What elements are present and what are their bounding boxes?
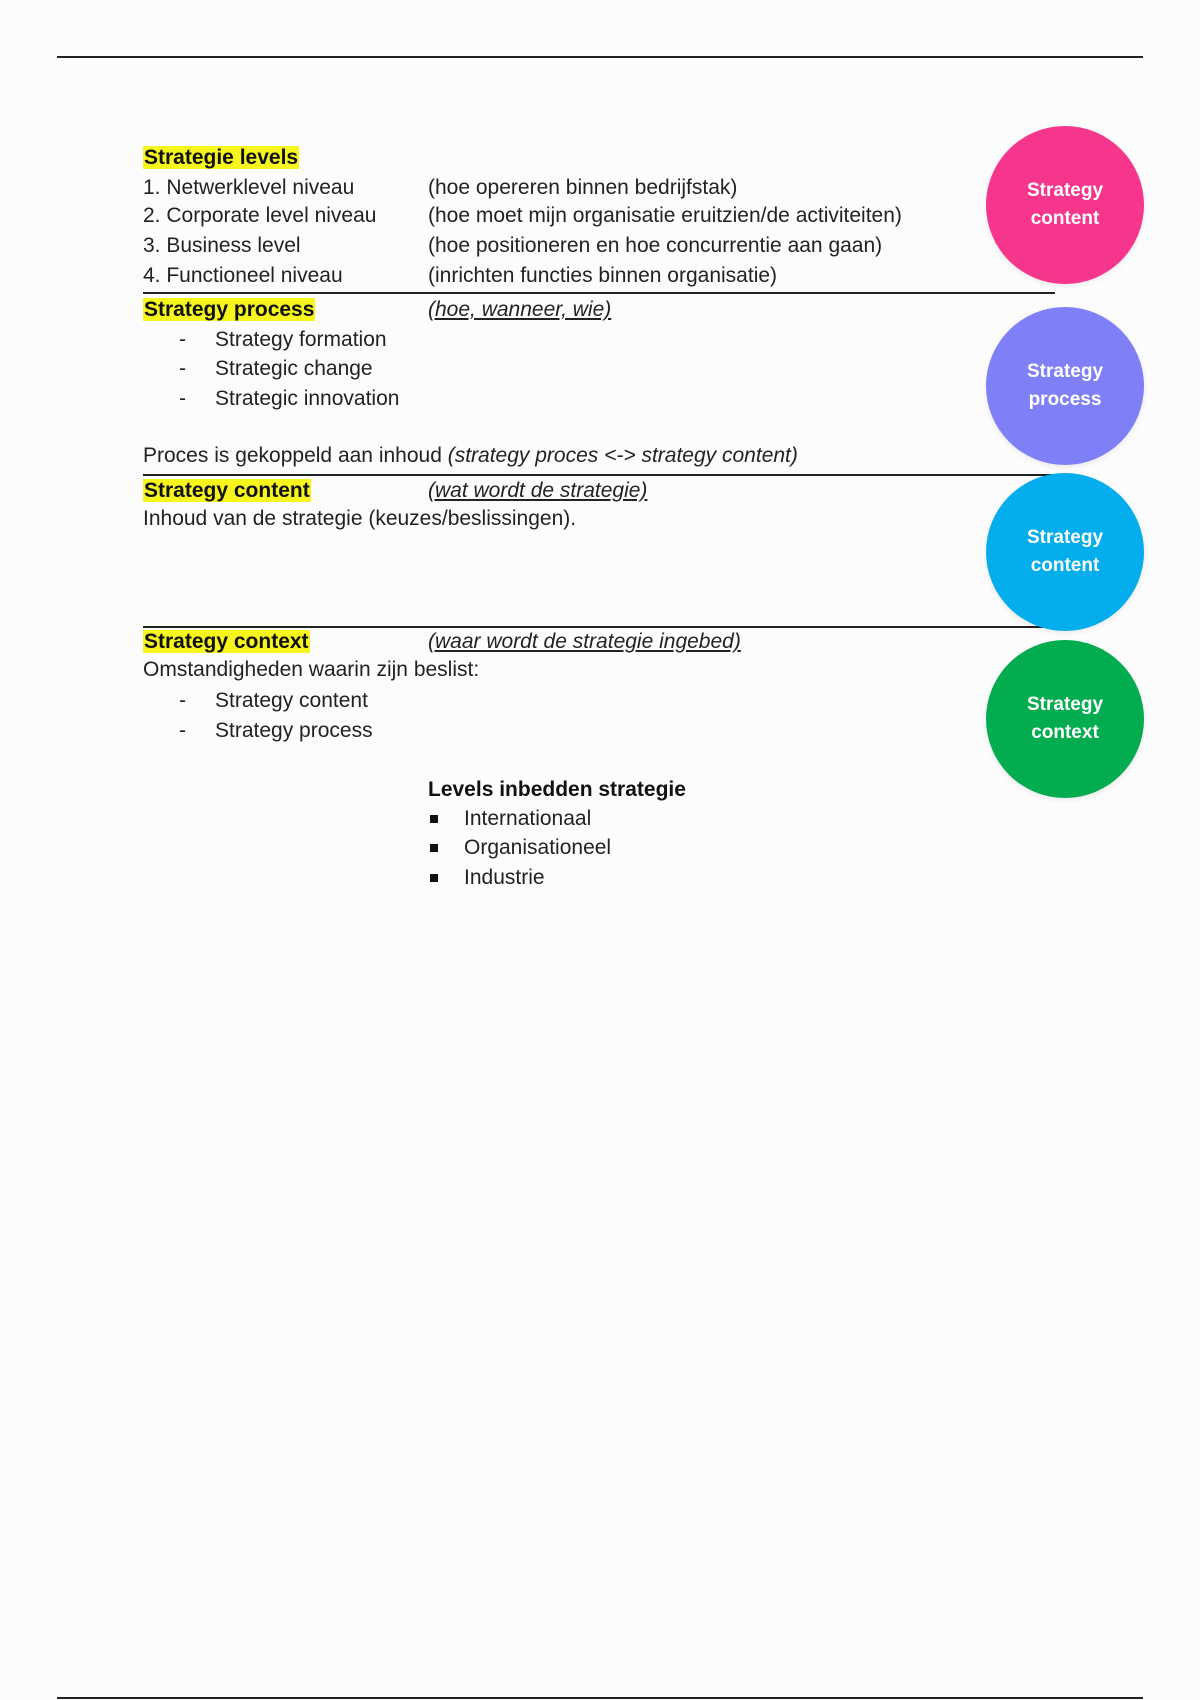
square-bullet-icon xyxy=(430,874,438,882)
circle-line2: content xyxy=(1030,555,1100,576)
circle-strategy-process xyxy=(986,307,1144,465)
process-link-text: Proces is gekoppeld aan inhoud xyxy=(143,444,448,467)
section-divider xyxy=(143,474,1055,476)
levels-item-4-desc: (inrichten functies binnen organisatie) xyxy=(428,264,778,287)
content-heading-text: Strategy content xyxy=(144,479,310,502)
levels-item-3-label: 3. Business level xyxy=(143,234,301,257)
square-bullet-icon xyxy=(430,815,438,823)
embed-item-organisationeel: Organisationeel xyxy=(464,836,612,859)
process-heading-text: Strategy process xyxy=(144,298,315,321)
levels-heading-text: Strategie levels xyxy=(144,146,299,169)
circle-strategy-content-blue xyxy=(986,473,1144,631)
circle-line1: Strategy xyxy=(1026,361,1104,382)
dash-bullet: - xyxy=(179,328,186,351)
process-subtitle: (hoe, wanneer, wie) xyxy=(428,298,612,321)
levels-heading xyxy=(143,145,299,171)
levels-item-2-label: 2. Corporate level niveau xyxy=(143,204,377,227)
process-link-italic: (strategy proces <-> strategy content) xyxy=(447,444,798,467)
process-link-line xyxy=(143,443,798,469)
context-item-process: Strategy process xyxy=(215,719,373,742)
levels-item-4-label: 4. Functioneel niveau xyxy=(143,264,343,287)
content-subtitle: (wat wordt de strategie) xyxy=(428,479,648,502)
levels-item-1-desc: (hoe opereren binnen bedrijfstak) xyxy=(428,176,738,199)
levels-item-1-label: 1. Netwerklevel niveau xyxy=(143,176,355,199)
circle-strategy-context xyxy=(986,640,1144,798)
dash-bullet: - xyxy=(179,357,186,380)
process-item-change: Strategic change xyxy=(215,357,373,380)
levels-item-2-desc: (hoe moet mijn organisatie eruitzien/de activiteiten) xyxy=(428,204,902,227)
circle-line1: Strategy xyxy=(1026,694,1104,715)
process-item-innovation: Strategic innovation xyxy=(215,387,400,410)
circle-line1: Strategy xyxy=(1026,527,1104,548)
dash-bullet: - xyxy=(179,689,186,712)
circle-line2: content xyxy=(1030,208,1100,229)
content-heading xyxy=(143,478,311,504)
circle-line2: context xyxy=(1031,722,1099,743)
circle-line1: Strategy xyxy=(1026,180,1104,201)
footer-rule xyxy=(57,1697,1143,1699)
embed-item-internationaal: Internationaal xyxy=(464,807,592,830)
context-subtitle: (waar wordt de strategie ingebed) xyxy=(428,630,741,653)
levels-item-3-desc: (hoe positioneren en hoe concurrentie aan gaan) xyxy=(428,234,883,257)
circle-strategy-content-pink xyxy=(986,126,1144,284)
content-text: Inhoud van de strategie (keuzes/beslissingen). xyxy=(143,507,577,530)
header-rule xyxy=(57,56,1143,58)
section-divider xyxy=(143,626,1055,628)
context-text: Omstandigheden waarin zijn beslist: xyxy=(143,658,480,681)
context-heading xyxy=(143,629,310,655)
process-heading xyxy=(143,297,315,323)
circle-line2: process xyxy=(1028,389,1102,410)
dash-bullet: - xyxy=(179,387,186,410)
process-item-formation: Strategy formation xyxy=(215,328,387,351)
embed-heading: Levels inbedden strategie xyxy=(428,778,686,801)
embed-item-industrie: Industrie xyxy=(464,866,545,889)
dash-bullet: - xyxy=(179,719,186,742)
context-heading-text: Strategy context xyxy=(144,630,309,653)
section-divider xyxy=(143,292,1055,294)
context-item-content: Strategy content xyxy=(215,689,368,712)
square-bullet-icon xyxy=(430,844,438,852)
